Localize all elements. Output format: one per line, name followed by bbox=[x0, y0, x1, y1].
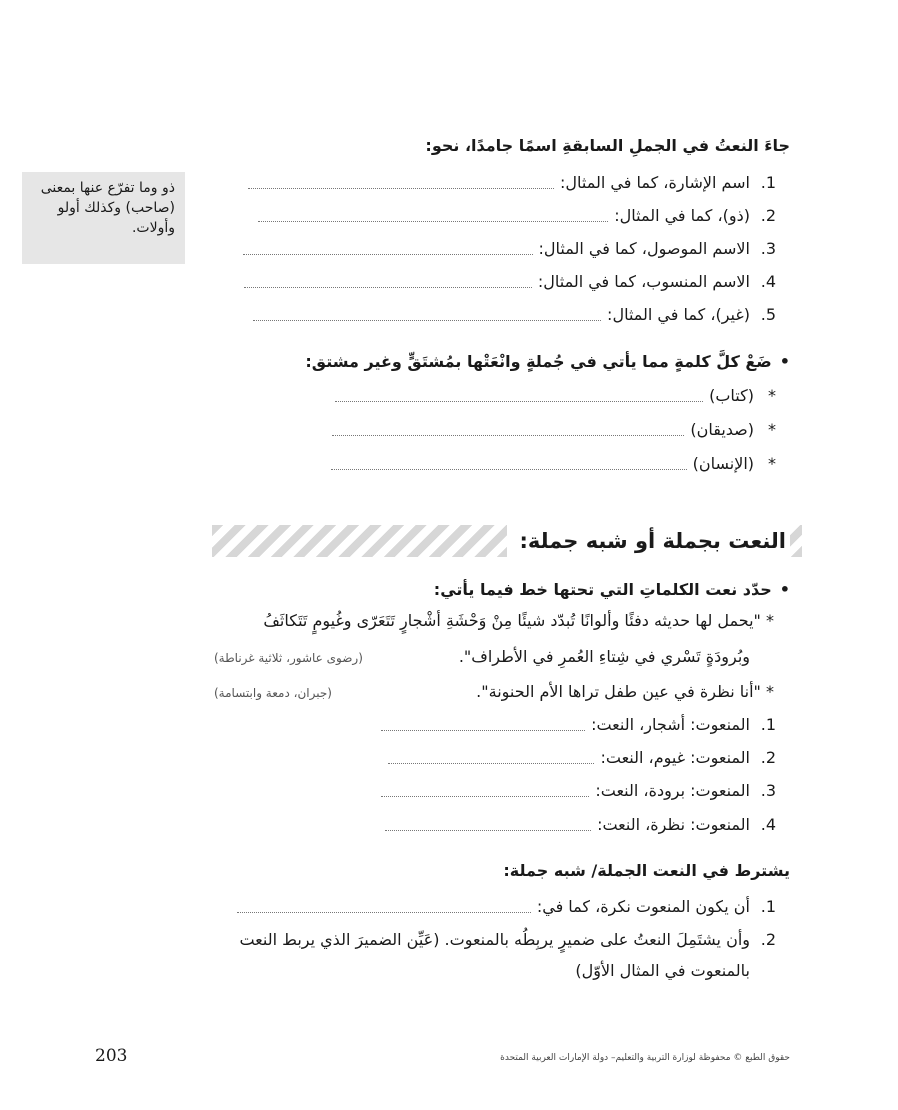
answer-blank[interactable] bbox=[258, 221, 608, 222]
side-note-line: وأولات. bbox=[131, 220, 175, 236]
exercise-heading-text: ضَعْ كلَّ كلمةٍ مما يأتي في جُملةٍ وانْعَتْها بمُشتَقٍّ وغير مشتق: bbox=[305, 352, 772, 371]
answer-blank[interactable] bbox=[237, 912, 531, 913]
item-number: 2. bbox=[760, 929, 776, 949]
item-label: المنعوت: برودة، النعت: bbox=[595, 780, 750, 800]
side-note-line: ذو وما تفرّع عنها بمعنى bbox=[40, 180, 175, 196]
copyright-notice: حقوق الطبع © محفوظة لوزارة التربية والتعليم– دولة الإمارات العربية المتحدة bbox=[500, 1053, 790, 1063]
item-label: المنعوت: غيوم، النعت: bbox=[600, 747, 750, 767]
item-number: 2. bbox=[760, 205, 776, 225]
conditions-heading: يشترط في النعت الجملة/ شبه جملة: bbox=[503, 861, 790, 880]
answer-blank[interactable] bbox=[388, 763, 594, 764]
list-item bbox=[258, 202, 776, 228]
item-label: المنعوت: أشجار، النعت: bbox=[591, 714, 750, 734]
list-item bbox=[385, 811, 776, 837]
item-number: 5. bbox=[760, 304, 776, 324]
list-item bbox=[381, 777, 776, 803]
exercise-heading-text: حدّد نعت الكلماتِ التي تحتها خط فيما يأتي: bbox=[433, 580, 772, 599]
star-marker: * bbox=[768, 453, 776, 473]
answer-blank[interactable] bbox=[335, 401, 703, 402]
quote-line: * "أنا نظرة في عين طفل تراها الأم الحنونة". bbox=[476, 682, 774, 701]
answer-blank[interactable] bbox=[331, 469, 687, 470]
quote-line: وبُرودَةٍ تَسْري في شِتاءِ العُمرِ في الأطراف". bbox=[458, 647, 750, 666]
section-title: النعت بجملة أو شبه جملة: bbox=[507, 524, 790, 558]
answer-blank[interactable] bbox=[381, 796, 589, 797]
list-item bbox=[332, 416, 776, 442]
quote-source: (رضوى عاشور، ثلاثية غرناطة) bbox=[214, 651, 363, 665]
side-note-line: (صاحب) وكذلك أولو bbox=[57, 200, 175, 216]
answer-blank[interactable] bbox=[332, 435, 684, 436]
item-label: (غير)، كما في المثال: bbox=[607, 304, 750, 324]
answer-blank[interactable] bbox=[248, 188, 554, 189]
list-item bbox=[237, 893, 776, 919]
item-label-continuation: بالمنعوت في المثال الأوّل) bbox=[575, 961, 750, 980]
item-label: أن يكون المنعوت نكرة، كما في: bbox=[536, 896, 750, 916]
item-label: (ذو)، كما في المثال: bbox=[614, 205, 750, 225]
list-item bbox=[331, 450, 776, 476]
exercise-heading bbox=[434, 580, 790, 599]
exercise-heading bbox=[305, 352, 790, 371]
list-item bbox=[244, 268, 776, 294]
item-label: (الإنسان) bbox=[692, 453, 754, 473]
list-item bbox=[388, 744, 776, 770]
item-label: المنعوت: نظرة، النعت: bbox=[597, 814, 750, 834]
item-label: (صديقان) bbox=[690, 419, 754, 439]
page-number: 203 bbox=[95, 1046, 128, 1066]
list-item bbox=[381, 711, 776, 737]
star-marker: * bbox=[768, 385, 776, 405]
bullet: • bbox=[779, 580, 790, 599]
item-label: وأن يشتَمِلَ النعتُ على ضميرٍ يربِطُه بالمنعوت. (عَيِّن الضميرَ الذي يربط النعت bbox=[239, 929, 750, 949]
item-number: 3. bbox=[760, 780, 776, 800]
item-number: 1. bbox=[760, 172, 776, 192]
item-label: الاسم المنسوب، كما في المثال: bbox=[537, 271, 750, 291]
list-item bbox=[243, 235, 776, 261]
section-heading-jamid: جاءَ النعتُ في الجملِ السابقةِ اسمًا جامدًا، نحو: bbox=[425, 136, 790, 155]
list-item bbox=[335, 382, 776, 408]
quote-source: (جبران، دمعة وابتسامة) bbox=[214, 686, 332, 700]
star-marker: * bbox=[768, 419, 776, 439]
item-number: 1. bbox=[760, 896, 776, 916]
item-label: الاسم الموصول، كما في المثال: bbox=[538, 238, 750, 258]
item-number: 4. bbox=[760, 814, 776, 834]
answer-blank[interactable] bbox=[244, 287, 532, 288]
item-label: (كتاب) bbox=[709, 385, 754, 405]
list-item bbox=[248, 169, 776, 195]
item-number: 4. bbox=[760, 271, 776, 291]
bullet: • bbox=[779, 352, 790, 371]
answer-blank[interactable] bbox=[243, 254, 533, 255]
item-number: 3. bbox=[760, 238, 776, 258]
answer-blank[interactable] bbox=[385, 830, 591, 831]
list-item bbox=[233, 926, 776, 952]
quote-line: * "يحمل لها حديثه دفئًا وألوانًا تُبدّد شيئًا مِنْ وَحْشَةِ أشْجارٍ تَتَعَرّى وغُيومٍ تَتَكاثَفُ bbox=[263, 611, 774, 630]
item-label: اسم الإشارة، كما في المثال: bbox=[560, 172, 750, 192]
list-item bbox=[253, 301, 776, 327]
side-note bbox=[22, 172, 185, 264]
answer-blank[interactable] bbox=[253, 320, 601, 321]
item-number: 2. bbox=[760, 747, 776, 767]
answer-blank[interactable] bbox=[381, 730, 585, 731]
item-number: 1. bbox=[760, 714, 776, 734]
